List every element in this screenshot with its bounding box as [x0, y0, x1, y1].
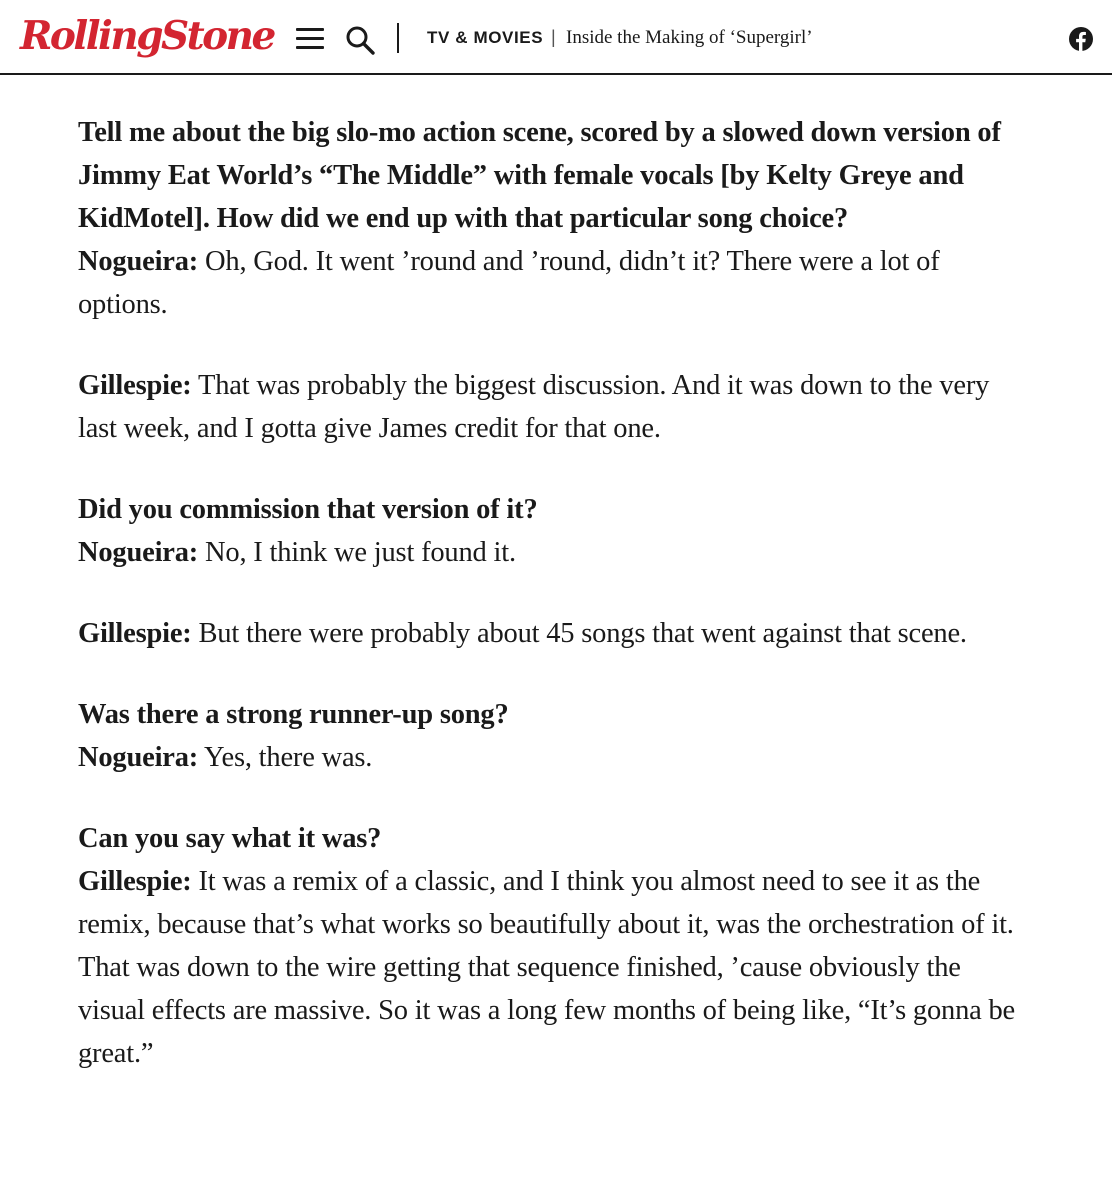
rolling-stone-logo[interactable]: RollingStone: [20, 13, 274, 59]
interview-answer: [78, 531, 1018, 574]
answer-text: That was probably the biggest discussion. And it was down to the very last week, and I gotta give James credit for that one.: [78, 370, 990, 444]
answer-block-discussion: [78, 364, 1018, 450]
qa-block-what-was-it: [78, 817, 1018, 1075]
article-title-breadcrumb: Inside the Making of ‘Supergirl’: [566, 27, 813, 48]
interview-question: Can you say what it was?: [78, 823, 382, 854]
interview-answer: [78, 240, 1018, 326]
section-link-tv-movies[interactable]: TV & MOVIES: [427, 28, 544, 47]
interview-answer: [78, 364, 1018, 450]
answer-text: Oh, God. It went ’round and ’round, didn’t it? There were a lot of options.: [78, 246, 940, 320]
interview-question: Was there a strong runner-up song?: [78, 699, 509, 730]
article-body: [78, 111, 1018, 1113]
answer-text: But there were probably about 45 songs that went against that scene.: [191, 618, 967, 649]
answer-text: No, I think we just found it.: [198, 537, 516, 568]
hamburger-menu-icon[interactable]: [296, 28, 326, 50]
speaker-name: Nogueira:: [78, 742, 199, 773]
interview-question: Did you commission that version of it?: [78, 494, 538, 525]
answer-text: It was a remix of a classic, and I think you almost need to see it as the remix, because that’s what works so beautifully about it, was the orchestration of it. That was down to the wire getting that sequence finished, ’cause obviously the visual effects are massive. So it was a long few months of being like, “It’s gonna be great.”: [78, 866, 1015, 1069]
speaker-name: Gillespie:: [78, 866, 192, 897]
search-icon[interactable]: [344, 24, 376, 56]
qa-block-commission: [78, 488, 1018, 574]
qa-block-song-choice: [78, 111, 1018, 326]
speaker-name: Nogueira:: [78, 246, 199, 277]
interview-answer: [78, 612, 1018, 655]
header-divider: [397, 23, 399, 53]
speaker-name: Nogueira:: [78, 537, 199, 568]
speaker-name: Gillespie:: [78, 370, 192, 401]
interview-answer: [78, 860, 1018, 1075]
facebook-icon[interactable]: [1069, 27, 1093, 51]
interview-question: Tell me about the big slo-mo action scene, scored by a slowed down version of Jimmy Eat World’s “The Middle” with female vocals [by Kelty Greye and KidMotel]. How did we end up with that particular song choice?: [78, 117, 1001, 234]
qa-block-runner-up: [78, 693, 1018, 779]
breadcrumb-separator: |: [551, 27, 556, 47]
answer-text: Yes, there was.: [198, 742, 373, 773]
speaker-name: Gillespie:: [78, 618, 192, 649]
site-header: [0, 0, 1112, 75]
interview-answer: [78, 736, 1018, 779]
answer-block-songs: [78, 612, 1018, 655]
